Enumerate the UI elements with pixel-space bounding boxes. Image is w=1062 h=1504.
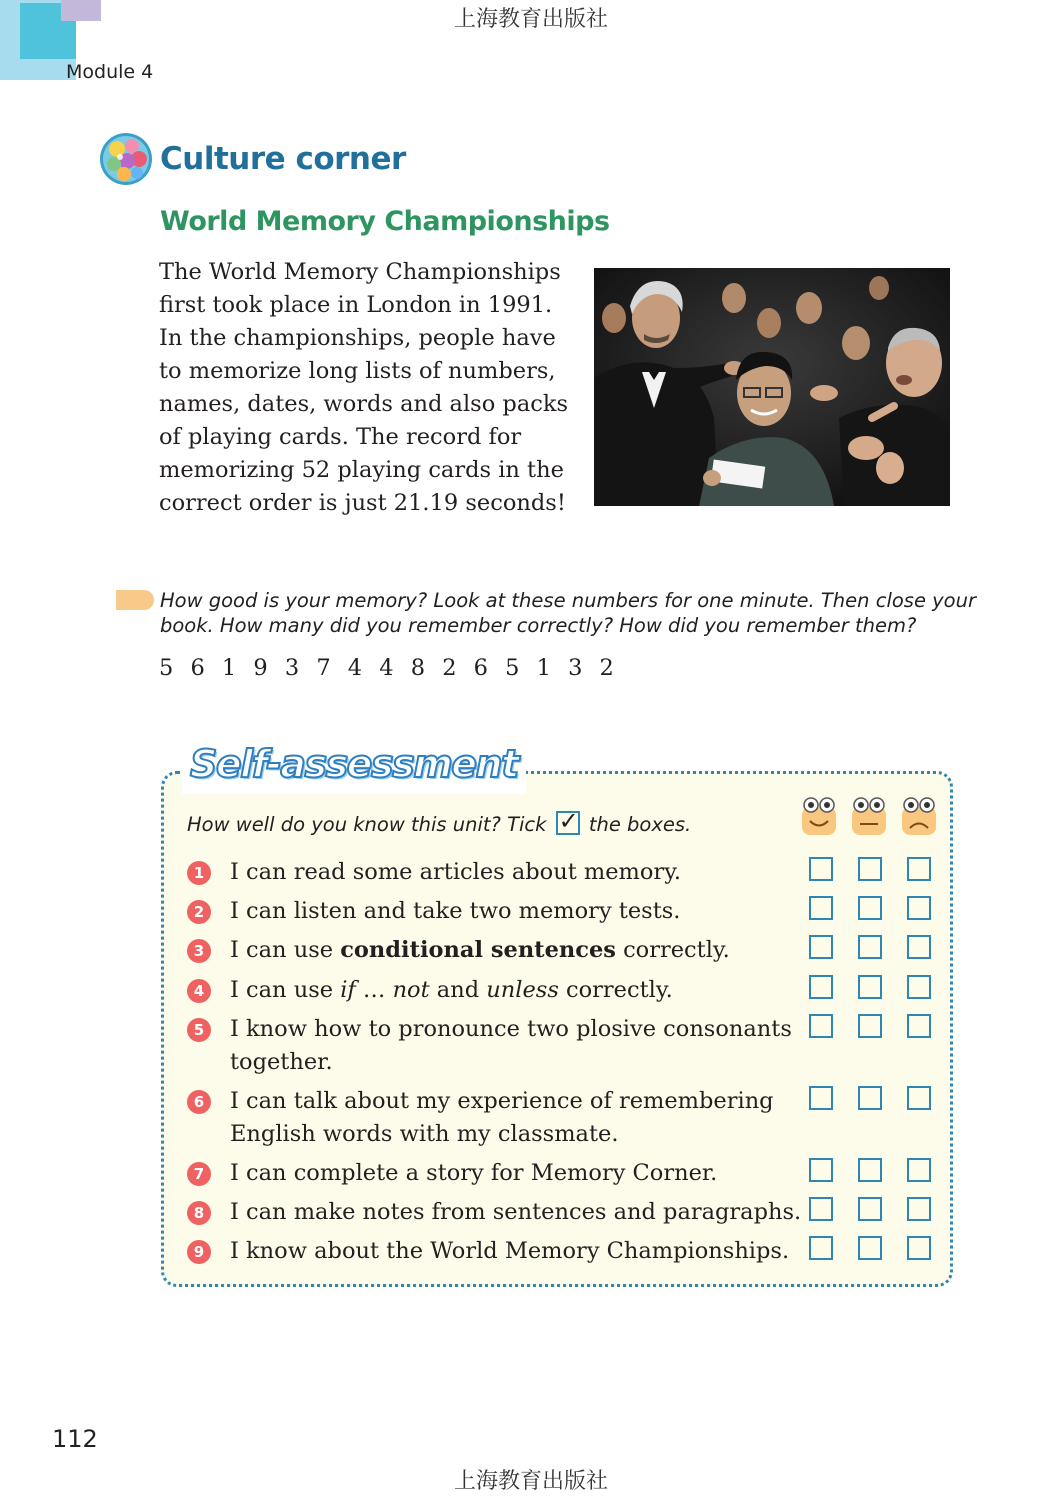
article-text bbox=[159, 256, 579, 520]
assessment-item-text: I can make notes from sentences and paragraphs. bbox=[230, 1199, 802, 1225]
rating-checkbox-ok[interactable] bbox=[858, 1014, 882, 1038]
self-assessment-instruction bbox=[187, 807, 692, 836]
rating-checkbox-good[interactable] bbox=[809, 1158, 833, 1182]
rating-checkbox-ok[interactable] bbox=[858, 896, 882, 920]
assessment-item-text: I can complete a story for Memory Corner. bbox=[230, 1160, 718, 1186]
rating-checkbox-good[interactable] bbox=[809, 975, 833, 999]
item-text-bold: conditional sentences bbox=[340, 937, 616, 963]
item-text-italic: if bbox=[340, 977, 356, 1003]
item-text-line: together. bbox=[230, 1049, 333, 1075]
item-text-part: correctly. bbox=[558, 977, 673, 1003]
assessment-item-text: I can listen and take two memory tests. bbox=[230, 898, 681, 924]
item-number-badge: 5 bbox=[187, 1018, 211, 1042]
item-number-badge: 1 bbox=[187, 861, 211, 885]
assessment-item-text: I know about the World Memory Championships. bbox=[230, 1238, 790, 1264]
item-text-italic: not bbox=[392, 977, 430, 1003]
item-text-line: I can talk about my experience of remembering bbox=[230, 1088, 774, 1114]
rating-checkbox-poor[interactable] bbox=[907, 1158, 931, 1182]
assessment-item-text bbox=[230, 1013, 792, 1079]
assessment-item-text: I can read some articles about memory. bbox=[230, 859, 682, 885]
neutral-face-icon bbox=[850, 795, 888, 837]
article-line: first took place in London in 1991. bbox=[159, 292, 553, 318]
article-line: of playing cards. The record for bbox=[159, 424, 522, 450]
article-line: correct order is just 21.19 seconds! bbox=[159, 490, 566, 516]
task-line: How good is your memory? Look at these numbers for one minute. Then close your bbox=[160, 589, 976, 612]
instruction-before: How well do you know this unit? Tick bbox=[187, 813, 547, 836]
item-number-badge: 9 bbox=[187, 1240, 211, 1264]
item-number-badge: 7 bbox=[187, 1162, 211, 1186]
item-text-part: … bbox=[355, 977, 393, 1003]
rating-checkbox-good[interactable] bbox=[809, 1086, 833, 1110]
happy-face-icon bbox=[800, 795, 838, 837]
assessment-item-text bbox=[230, 1085, 774, 1151]
rating-checkbox-good[interactable] bbox=[809, 1197, 833, 1221]
rating-checkbox-good[interactable] bbox=[809, 857, 833, 881]
rating-checkbox-good[interactable] bbox=[809, 935, 833, 959]
sad-face-icon bbox=[900, 795, 938, 837]
item-number-badge: 8 bbox=[187, 1201, 211, 1225]
item-text-part: and bbox=[429, 977, 487, 1003]
rating-checkbox-poor[interactable] bbox=[907, 1236, 931, 1260]
publisher-footer: 上海教育出版社 bbox=[453, 1469, 608, 1494]
item-number-badge: 2 bbox=[187, 900, 211, 924]
item-text-italic: unless bbox=[486, 977, 559, 1003]
item-text-line: I know how to pronounce two plosive consonants bbox=[230, 1016, 792, 1042]
rating-checkbox-poor[interactable] bbox=[907, 896, 931, 920]
task-line: book. How many did you remember correctly? How did you remember them? bbox=[160, 614, 917, 637]
article-line: The World Memory Championships bbox=[159, 259, 561, 285]
rating-checkbox-good[interactable] bbox=[809, 1236, 833, 1260]
article-line: memorizing 52 playing cards in the bbox=[159, 457, 564, 483]
module-label: Module 4 bbox=[66, 61, 154, 83]
memory-digits: 5 6 1 9 3 7 4 4 8 2 6 5 1 3 2 bbox=[159, 655, 619, 681]
article-title: World Memory Championships bbox=[160, 206, 610, 237]
rating-checkbox-ok[interactable] bbox=[858, 1197, 882, 1221]
task-instruction bbox=[160, 588, 976, 638]
item-number-badge: 4 bbox=[187, 979, 211, 1003]
rating-checkbox-ok[interactable] bbox=[858, 1086, 882, 1110]
rating-checkbox-ok[interactable] bbox=[858, 935, 882, 959]
rating-checkbox-poor[interactable] bbox=[907, 975, 931, 999]
publisher-header: 上海教育出版社 bbox=[453, 7, 608, 32]
article-line: to memorize long lists of numbers, bbox=[159, 358, 556, 384]
assessment-item-text bbox=[230, 934, 730, 967]
rating-checkbox-poor[interactable] bbox=[907, 935, 931, 959]
rating-checkbox-ok[interactable] bbox=[858, 857, 882, 881]
task-marker bbox=[116, 590, 154, 610]
rating-checkbox-ok[interactable] bbox=[858, 1158, 882, 1182]
self-assessment-title: Self-assessment bbox=[182, 734, 526, 794]
championship-photo bbox=[594, 268, 950, 506]
rating-checkbox-poor[interactable] bbox=[907, 1086, 931, 1110]
tick-icon: ✓ bbox=[558, 807, 579, 835]
item-text-line: English words with my classmate. bbox=[230, 1121, 619, 1147]
rating-checkbox-poor[interactable] bbox=[907, 857, 931, 881]
instruction-after: the boxes. bbox=[588, 813, 692, 836]
item-text-part: I can use bbox=[230, 977, 341, 1003]
page-number: 112 bbox=[52, 1425, 98, 1453]
article-line: names, dates, words and also packs bbox=[159, 391, 569, 417]
section-title: Culture corner bbox=[160, 141, 406, 177]
item-text-part: correctly. bbox=[615, 937, 730, 963]
item-text-part: I can use bbox=[230, 937, 341, 963]
item-number-badge: 6 bbox=[187, 1090, 211, 1114]
rating-checkbox-poor[interactable] bbox=[907, 1014, 931, 1038]
assessment-item-text bbox=[230, 974, 673, 1007]
rating-checkbox-poor[interactable] bbox=[907, 1197, 931, 1221]
article-line: In the championships, people have bbox=[159, 325, 556, 351]
item-number-badge: 3 bbox=[187, 939, 211, 963]
tick-example-box bbox=[556, 807, 580, 835]
rating-checkbox-ok[interactable] bbox=[858, 1236, 882, 1260]
rating-checkbox-ok[interactable] bbox=[858, 975, 882, 999]
rating-checkbox-good[interactable] bbox=[809, 896, 833, 920]
culture-corner-icon bbox=[99, 132, 153, 186]
rating-checkbox-good[interactable] bbox=[809, 1014, 833, 1038]
